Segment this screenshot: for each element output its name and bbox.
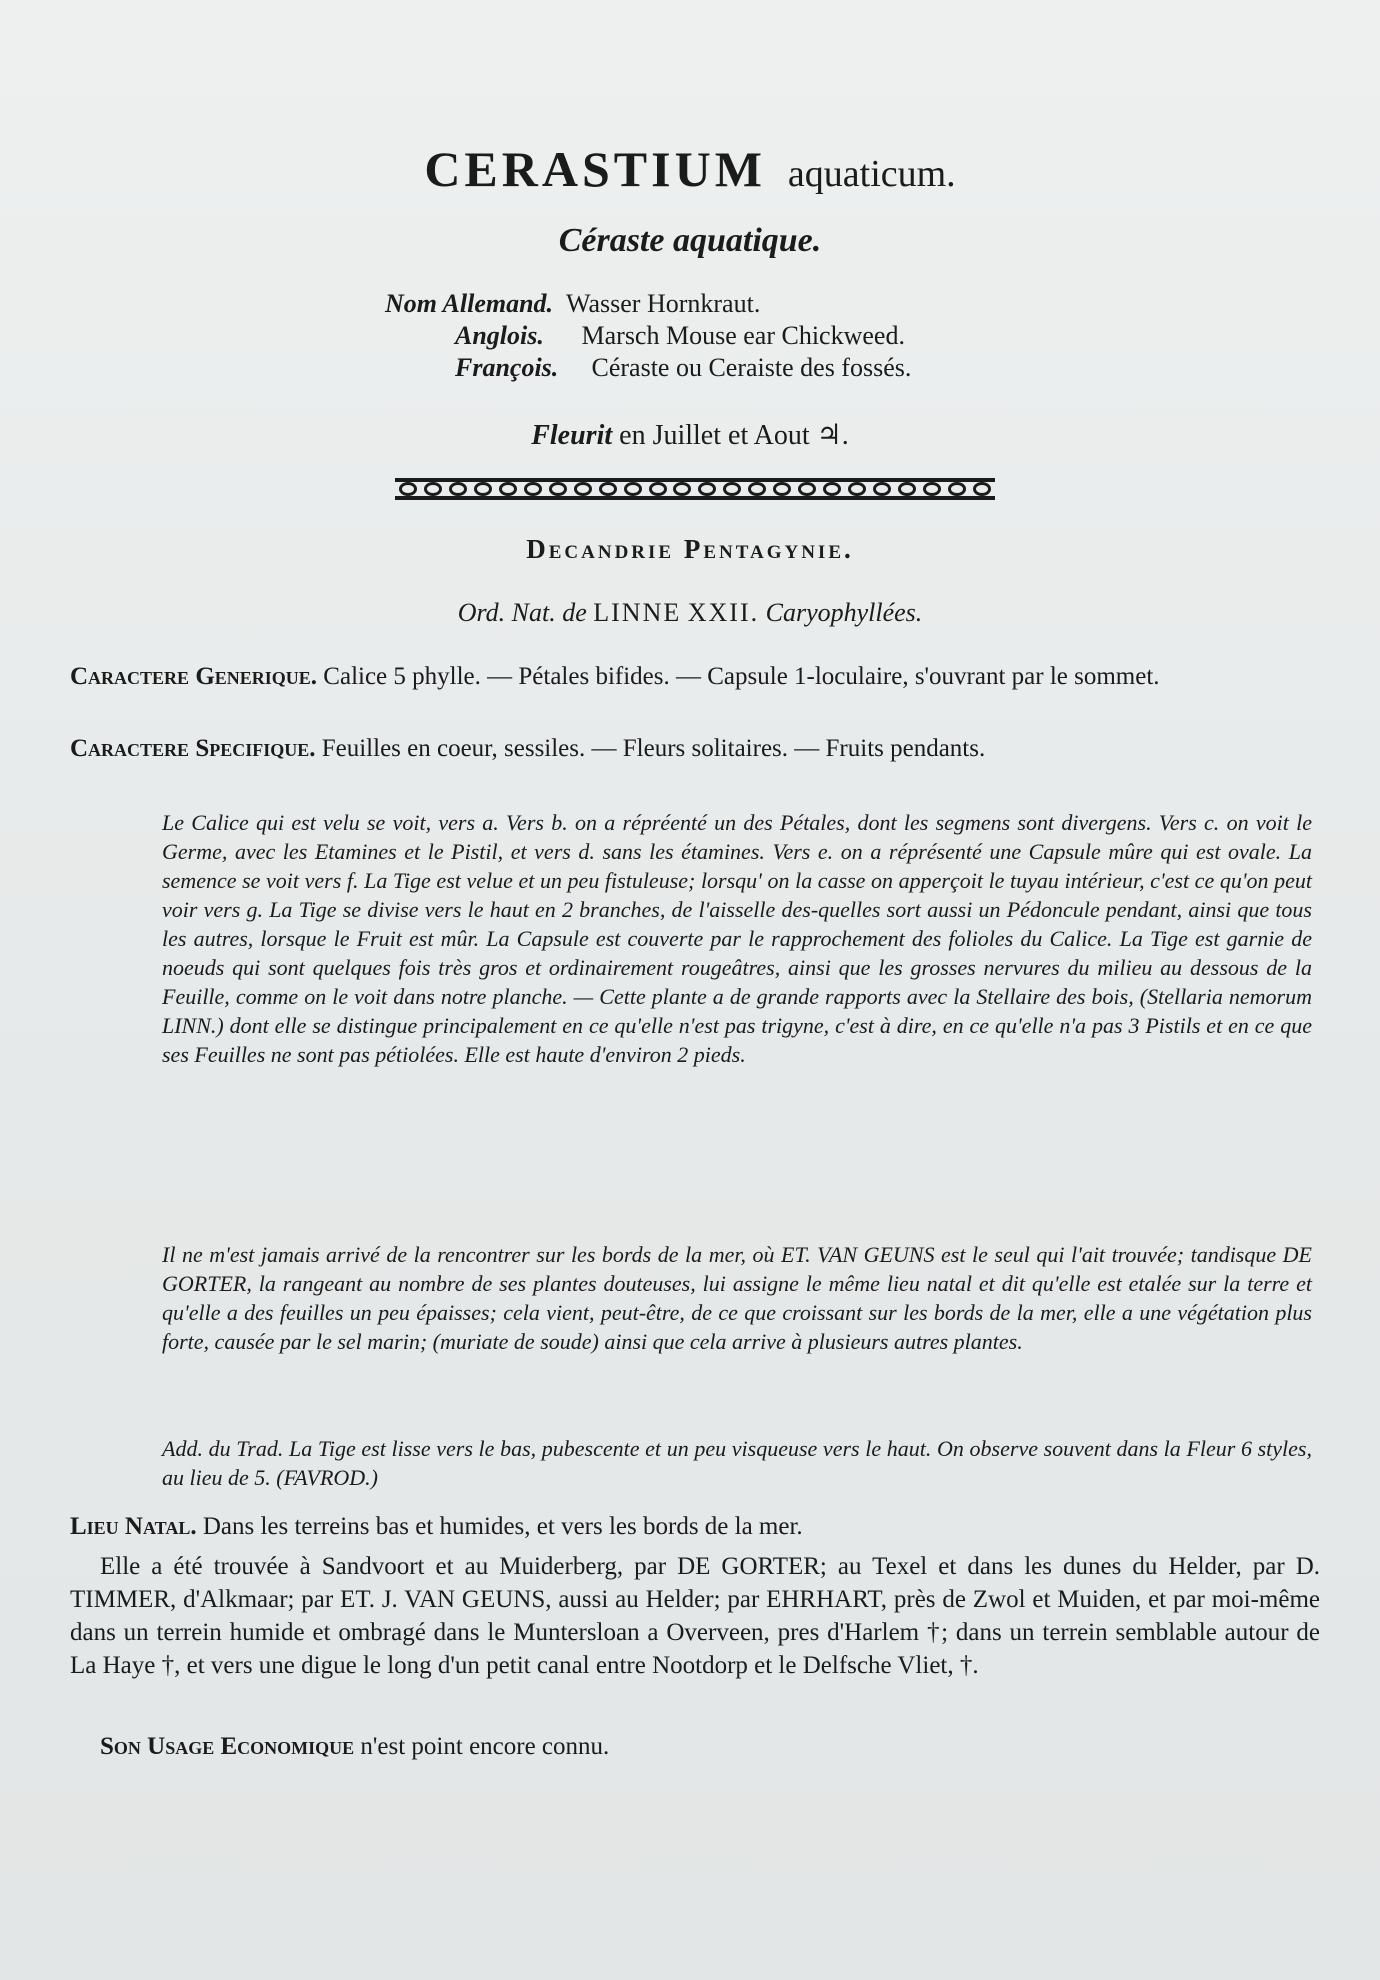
specific-character bbox=[70, 732, 1360, 765]
common-name: Wasser Hornkraut. bbox=[566, 289, 761, 318]
localities-paragraph: Elle a été trouvée à Sandvoort et au Muiderberg, par DE GORTER; au Texel et dans les dunes du Helder, par D. TIMMER, d'Alkmaar; par ET. J. VAN GEUNS, aussi au Helder; par EHRHART, près de Zwol et Muiden, et par moi-même dans un terrein humide et ombragé dans le Muntersloan a Overveen, pres d'Harlem †; dans un terrein semblable autour de La Haye †, et vers une digue le long d'un petit canal entre Nootdorp et le Delfsche Vliet, †. bbox=[70, 1553, 1320, 1679]
flowering-label: Fleurit bbox=[531, 420, 613, 451]
common-name-row bbox=[385, 288, 911, 320]
flowering-text: en Juillet et Aout ♃. bbox=[619, 420, 849, 451]
specific-text: Feuilles en coeur, sessiles. — Fleurs solitaires. — Fruits pendants. bbox=[321, 735, 986, 762]
usage-label: Son Usage Economique bbox=[100, 1733, 355, 1760]
usage-text: n'est point encore connu. bbox=[360, 1733, 610, 1760]
description-paragraph: Le Calice qui est velu se voit, vers a. Vers b. on a répréenté un des Pétales, dont les segmens sont divergens. Vers c. on voit le Germe, avec les Etamines et le Pistil, et vers d. sans les étamines. Vers e. on a réprésenté une Capsule mûre qui est ovale. La semence se voit vers f. La Tige est velue et un peu fistuleuse; lorsqu' on la casse on apperçoit le tuyau intérieur, c'est ce qu'on peut voir vers g. La Tige se divise vers le haut en 2 branches, de l'aisselle des-quelles sort aussi un Pédoncule pendant, ainsi que tous les autres, lorsque le Fruit est mûr. La Capsule est couverte par le rapprochement des folioles du Calice. La Tige est garnie de noeuds qui sont quelques fois très gros et ordinairement rougeâtres, ainsi que les grosses nervures du milieu au dessous de la Feuille, comme on le voit dans notre planche. — Cette plante a de grande rapports avec la Stellaire des bois, (Stellaria nemorum LINN.) dont elle se distingue principalement en ce qu'elle n'est pas trigyne, c'est à dire, en ce qu'elle n'a pas 3 Pistils et en ce que ses Feuilles ne sont pas pétiolées. Elle est haute d'environ 2 pieds. bbox=[162, 810, 1312, 1067]
genus-name: CERASTIUM bbox=[424, 141, 766, 197]
order-prefix: Ord. Nat. de bbox=[457, 598, 587, 627]
linnaean-class: Decandrie Pentagynie. bbox=[526, 534, 854, 564]
lieu-natal-text: Dans les terreins bas et humides, et vers les bords de la mer. bbox=[202, 1513, 803, 1540]
species-title bbox=[0, 140, 1380, 198]
generic-character bbox=[70, 660, 1360, 693]
habitat-note: Il ne m'est jamais arrivé de la rencontrer sur les bords de la mer, où ET. VAN GEUNS est le seul qui l'ait trouvée; tandisque DE GORTER, la rangeant au nombre de ses plantes douteuses, lui assigne le même lieu natal et dit qu'elle est etalée sur la terre et qu'elle a des feuilles un peu épaisses; cela vient, peut-être, de ce que croissant sur les bords de la mer, elle a une végétation plus forte, causée par le sel marin; (muriate de soude) ainsi que cela arrive à plusieurs autres plantes. bbox=[162, 1242, 1312, 1354]
lieu-natal-label: Lieu Natal. bbox=[70, 1513, 197, 1540]
species-epithet: aquaticum. bbox=[787, 153, 956, 195]
generic-text: Calice 5 phylle. — Pétales bifides. — Capsule 1-loculaire, s'ouvrant par le sommet. bbox=[323, 663, 1160, 690]
french-name: Céraste aquatique. bbox=[558, 222, 822, 259]
language-label: François. bbox=[455, 353, 559, 382]
order-number: XXII. bbox=[687, 598, 760, 627]
generic-label: Caractere Generique. bbox=[70, 663, 318, 690]
order-family: Caryophyllées. bbox=[765, 598, 923, 627]
order-author: LINNE bbox=[593, 598, 682, 627]
ornamental-divider bbox=[395, 478, 995, 500]
language-label: Nom Allemand. bbox=[385, 289, 554, 318]
common-name-row bbox=[385, 352, 911, 384]
flowering-period bbox=[0, 418, 1380, 452]
economic-usage bbox=[70, 1730, 1320, 1763]
common-name: Marsch Mouse ear Chickweed. bbox=[581, 321, 905, 350]
common-name-row bbox=[385, 320, 911, 352]
lieu-natal bbox=[70, 1510, 1320, 1543]
language-label: Anglois. bbox=[455, 321, 544, 350]
natural-order bbox=[0, 598, 1380, 628]
common-names bbox=[385, 288, 911, 384]
common-name: Céraste ou Ceraiste des fossés. bbox=[591, 353, 912, 382]
specific-label: Caractere Specifique. bbox=[70, 735, 316, 762]
translator-note: Add. du Trad. La Tige est lisse vers le bas, pubescente et un peu visqueuse vers le haut. On observe souvent dans la Fleur 6 styles, au lieu de 5. (FAVROD.) bbox=[162, 1436, 1312, 1490]
